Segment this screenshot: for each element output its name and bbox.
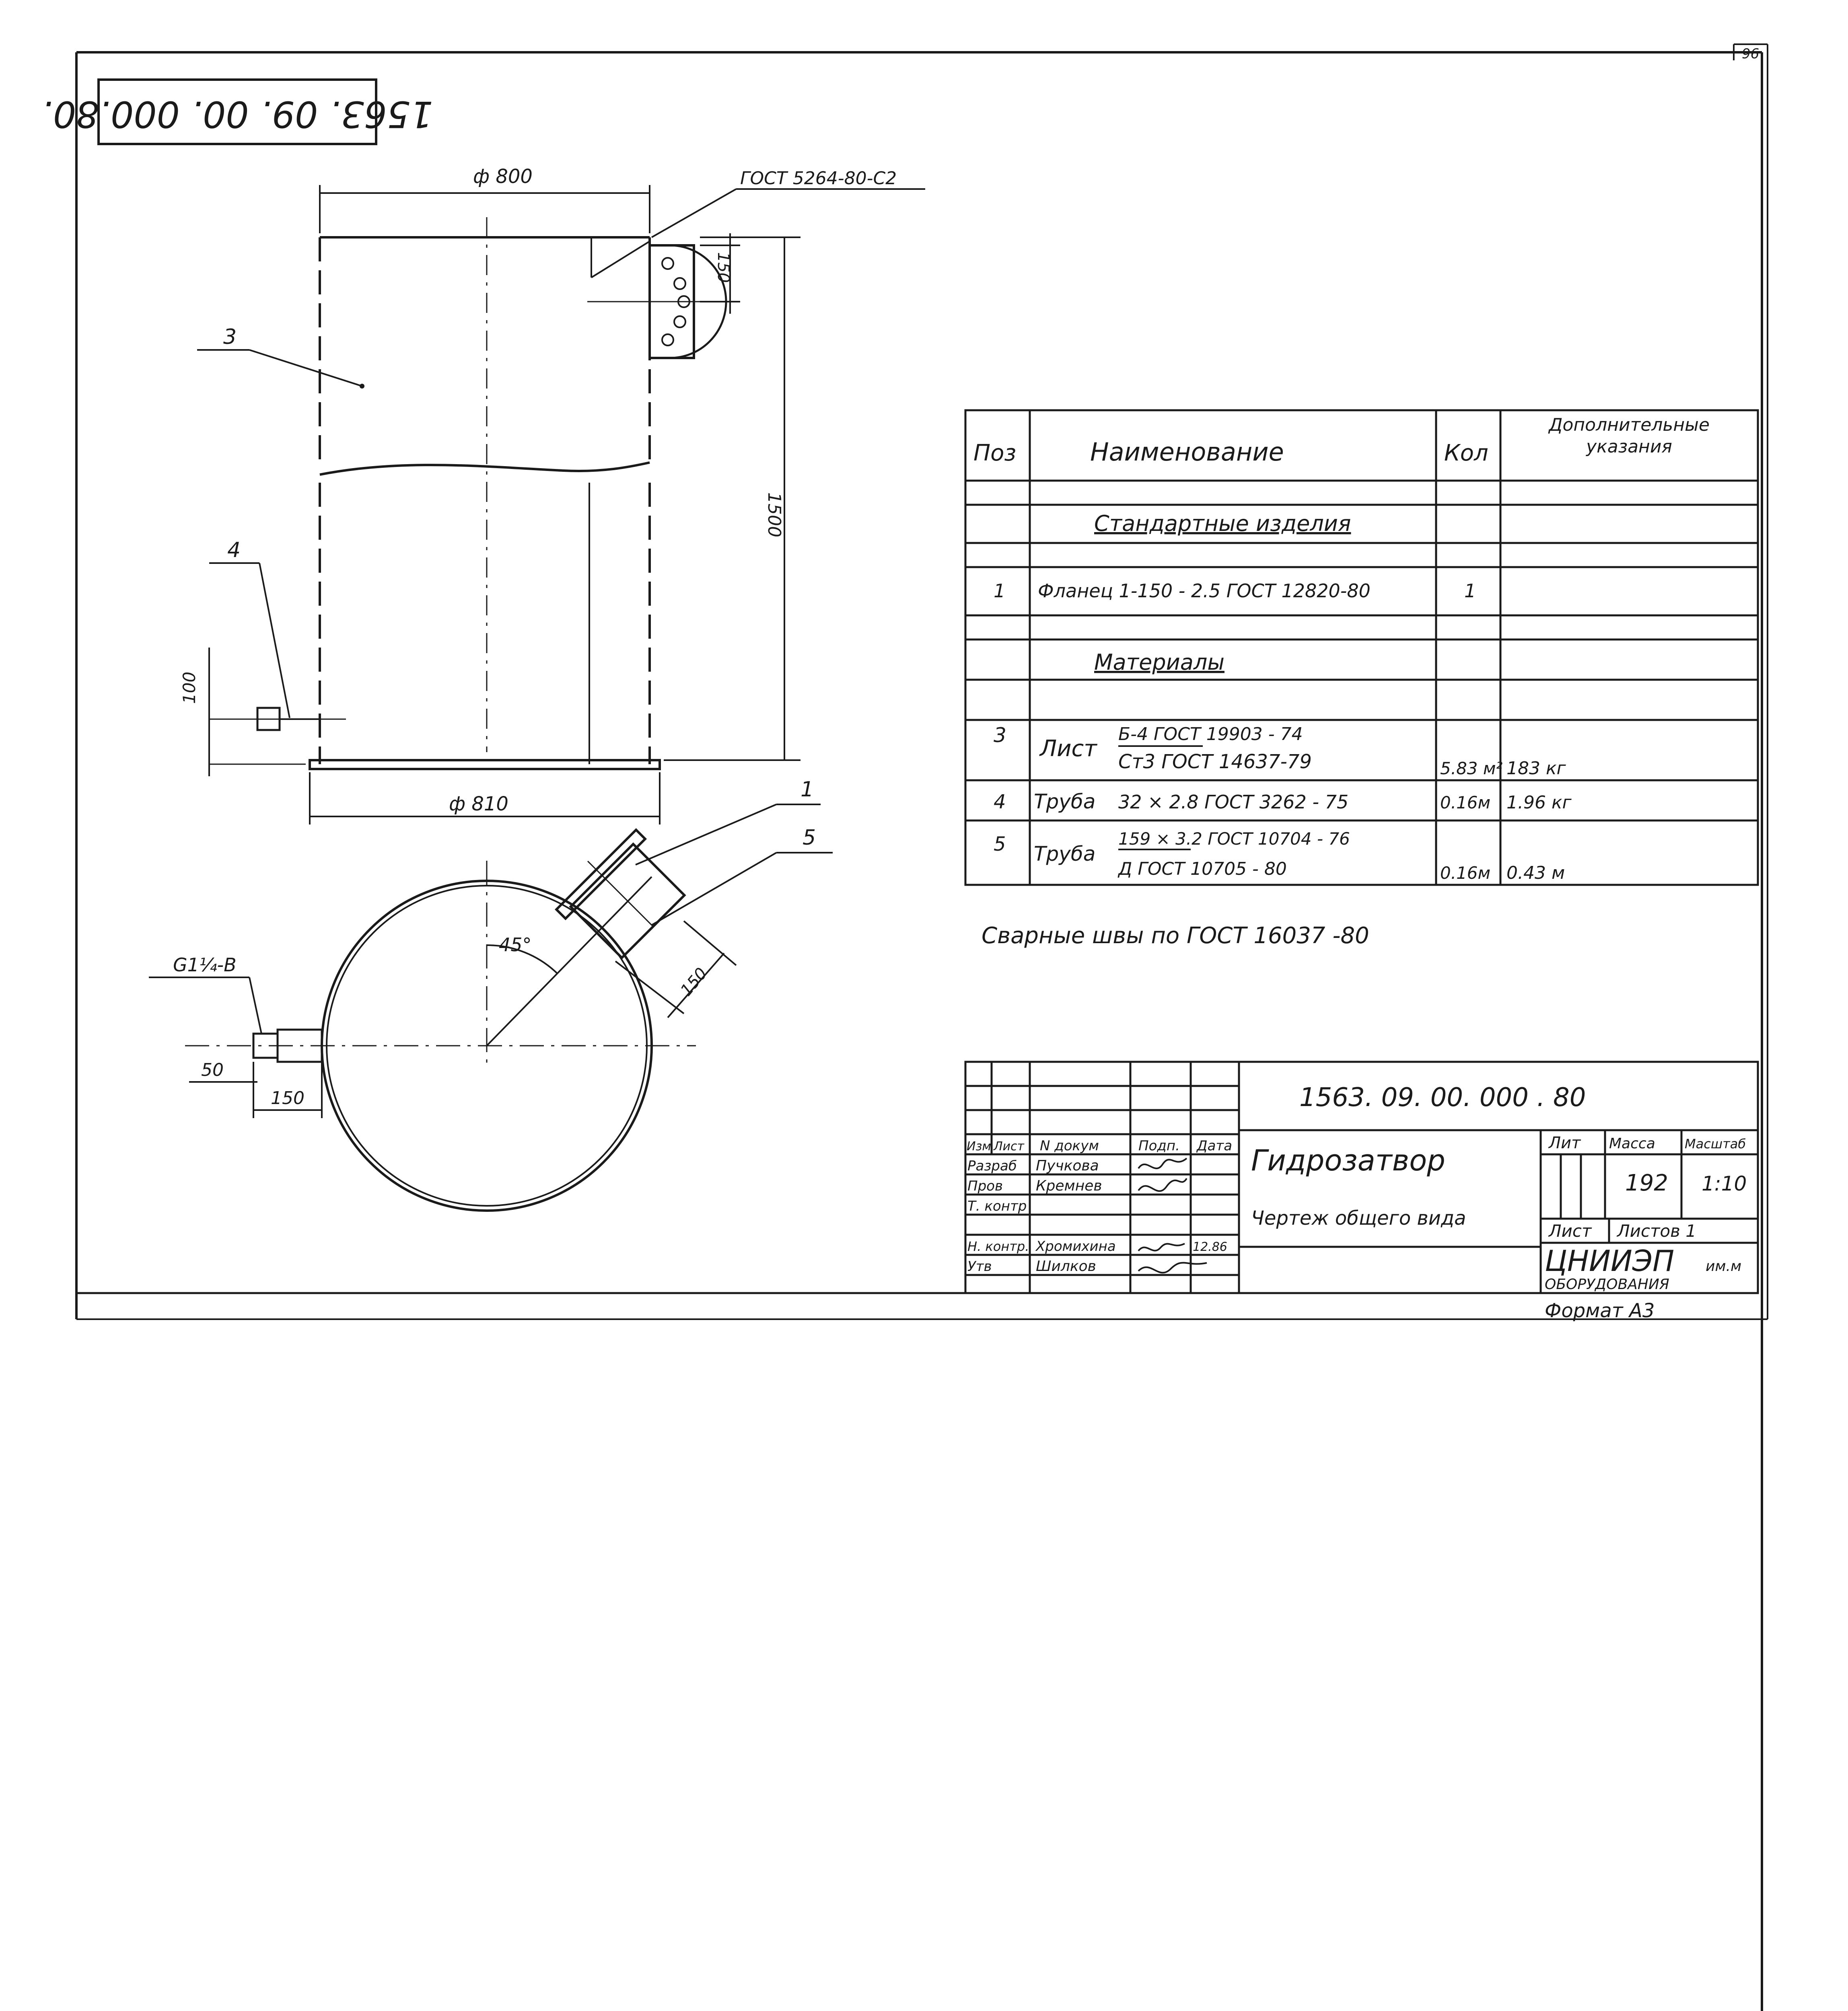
tb-scale-label: Масштаб	[1685, 1136, 1746, 1151]
dim-100: 100	[179, 671, 199, 704]
tb-head-izm: Изм	[967, 1139, 992, 1154]
callout-4: 4	[227, 538, 241, 562]
tb-head-sign: Подп.	[1138, 1138, 1180, 1154]
dim-d810: ф 810	[449, 793, 508, 815]
callout-1: 1	[801, 777, 814, 802]
tb-title: Гидрозатвор	[1251, 1143, 1445, 1177]
angle-45: 45°	[499, 934, 532, 956]
tb-role-5: Утв	[967, 1258, 992, 1275]
spec-row4-type: Труба	[1034, 790, 1096, 813]
format-label: Формат А3	[1545, 1300, 1655, 1322]
tb-scale: 1:10	[1702, 1172, 1747, 1195]
sheet-frame	[76, 44, 1768, 2011]
spec-header-notes: Дополнительные указания	[1549, 415, 1710, 457]
weld-gost-label: ГОСТ 5264-80-С2	[740, 168, 897, 189]
spec-row1-qty: 1	[1464, 580, 1476, 602]
spec-row5-line2: Д ГОСТ 10705 - 80	[1118, 859, 1287, 879]
spec-row1-name: Фланец 1-150 - 2.5 ГОСТ 12820-80	[1038, 580, 1371, 602]
dim-1500: 1500	[764, 492, 784, 537]
spec-section-standard: Стандартные изделия	[1094, 511, 1351, 536]
dim-150-outlet: 150	[677, 964, 711, 1000]
front-view	[179, 165, 925, 825]
plan-view	[149, 777, 833, 1211]
sheet-number: 96	[1742, 46, 1760, 62]
tb-name-1: Кремнев	[1036, 1178, 1102, 1194]
spec-row3-line2: Ст3 ГОСТ 14637-79	[1118, 751, 1312, 773]
spec-row1-pos: 1	[994, 580, 1006, 602]
thread-label: G1¼-B	[173, 954, 237, 976]
tb-role-1: Пров	[967, 1178, 1003, 1194]
tb-role-4: Н. контр.	[967, 1239, 1029, 1254]
code-stamp-text: 1563. 09. 00. 000.80.	[41, 93, 433, 136]
spec-row4-pos: 4	[994, 791, 1006, 813]
spec-table	[965, 410, 1758, 885]
tb-name-0: Пучкова	[1036, 1158, 1099, 1174]
spec-row5-note: 0.43 м	[1506, 863, 1565, 883]
tb-subtitle: Чертеж общего вида	[1251, 1207, 1466, 1230]
tb-name-5: Шилков	[1036, 1258, 1096, 1275]
callout-5: 5	[803, 826, 816, 850]
tb-head-ndoc: N докум	[1040, 1138, 1099, 1154]
spec-header-name: Наименование	[1090, 437, 1284, 467]
weld-note: Сварные швы по ГОСТ 16037 -80	[982, 923, 1369, 949]
spec-row3-type: Лист	[1040, 736, 1097, 762]
spec-row3-qty: 5.83 м²	[1440, 759, 1503, 778]
spec-row4-line1: 32 × 2.8 ГОСТ 3262 - 75	[1118, 791, 1349, 813]
dim-d800: ф 800	[473, 165, 533, 188]
spec-row5-pos: 5	[994, 833, 1006, 855]
title-block	[965, 1062, 1758, 1293]
tb-date-4: 12.86	[1193, 1240, 1227, 1254]
tb-mass: 192	[1625, 1170, 1668, 1196]
spec-row3-note: 183 кг	[1506, 758, 1566, 779]
spec-row4-qty: 0.16м	[1440, 793, 1491, 812]
tb-sheet-label: Лист	[1549, 1221, 1592, 1241]
spec-header-qty: Кол	[1444, 440, 1488, 466]
spec-row5-type: Труба	[1034, 842, 1096, 866]
tb-head-date: Дата	[1197, 1138, 1233, 1154]
tb-org-suffix: им.м	[1706, 1258, 1742, 1275]
tb-head-list: Лист	[994, 1139, 1025, 1154]
spec-row5-qty: 0.16м	[1440, 863, 1491, 883]
tb-sheets-label: Листов 1	[1617, 1221, 1696, 1241]
tb-role-0: Разраб	[967, 1158, 1017, 1174]
spec-row5-line1: 159 × 3.2 ГОСТ 10704 - 76	[1118, 829, 1350, 849]
tb-designation: 1563. 09. 00. 000 . 80	[1299, 1083, 1586, 1112]
tb-org: ЦНИИЭП	[1545, 1244, 1675, 1278]
dim-50: 50	[201, 1060, 224, 1080]
code-stamp	[41, 80, 433, 144]
tb-lit-label: Лит	[1549, 1134, 1581, 1152]
tb-name-4: Хромихина	[1036, 1238, 1116, 1254]
tb-org-sub: ОБОРУДОВАНИЯ	[1545, 1276, 1669, 1293]
dim-150-plan: 150	[271, 1088, 305, 1108]
spec-row4-note: 1.96 кг	[1506, 792, 1572, 813]
spec-row3-pos: 3	[994, 724, 1006, 747]
tb-mass-label: Масса	[1609, 1135, 1655, 1152]
dim-150-flange: 150	[714, 252, 733, 283]
spec-row3-line1: Б-4 ГОСТ 19903 - 74	[1118, 724, 1303, 744]
spec-section-materials: Материалы	[1094, 650, 1224, 675]
callout-3: 3	[223, 325, 237, 349]
spec-header-pos: Поз	[973, 440, 1017, 466]
tb-role-2: Т. контр	[967, 1198, 1027, 1214]
